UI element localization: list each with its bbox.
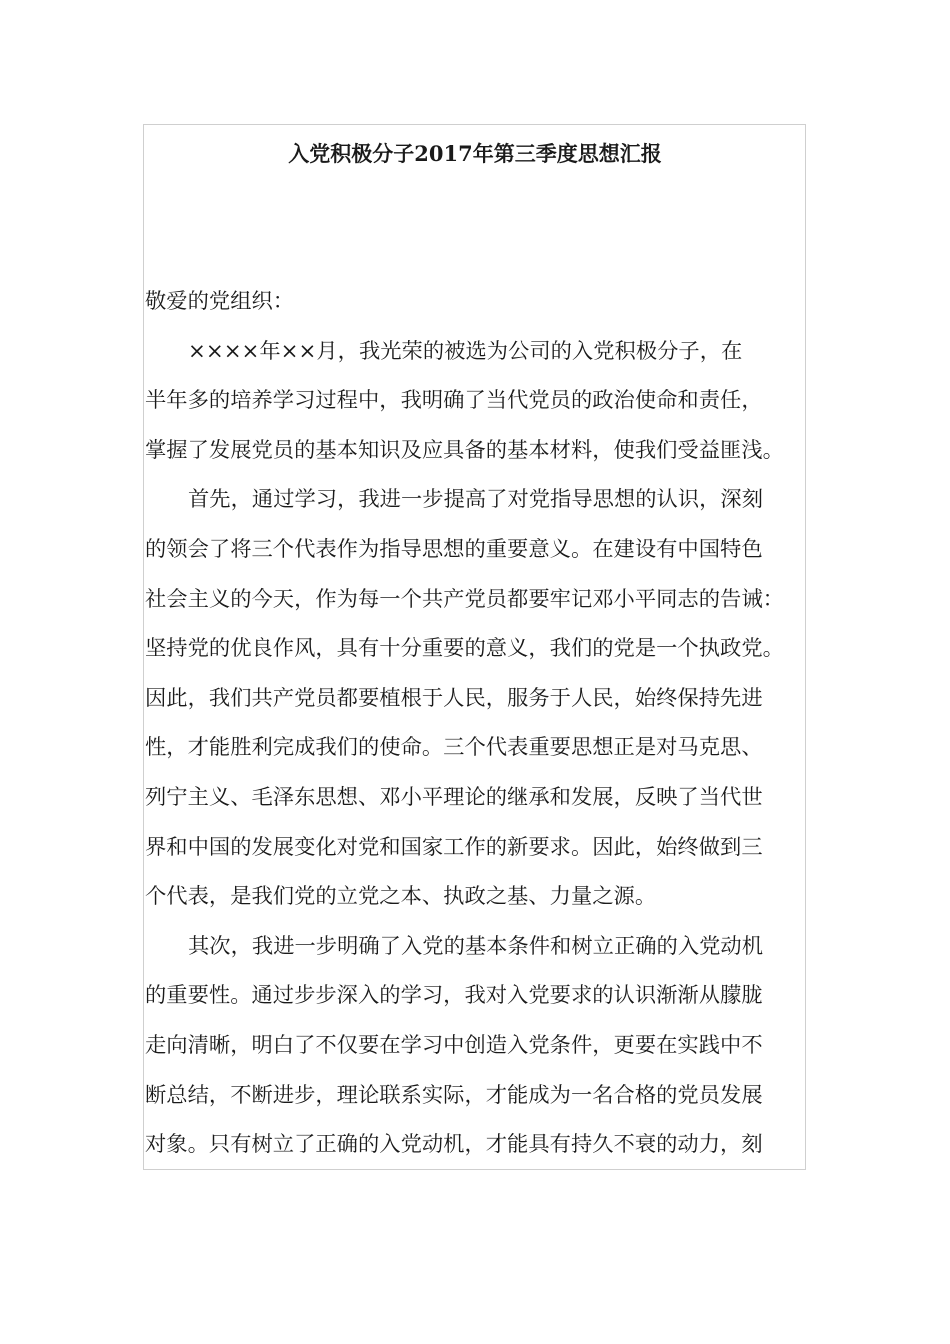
body-line: 半年多的培养学习过程中，我明确了当代党员的政治使命和责任， <box>145 388 763 414</box>
body-line: 断总结，不断进步，理论联系实际，才能成为一名合格的党员发展 <box>145 1082 763 1108</box>
body-line: 对象。只有树立了正确的入党动机，才能具有持久不衰的动力，刻 <box>145 1132 763 1158</box>
body-line: 的领会了将三个代表作为指导思想的重要意义。在建设有中国特色 <box>145 536 763 562</box>
body-line: 因此，我们共产党员都要植根于人民，服务于人民，始终保持先进 <box>145 685 763 711</box>
salutation: 敬爱的党组织： <box>145 289 295 314</box>
body-line: 个代表，是我们党的立党之本、执政之基、力量之源。 <box>145 884 657 910</box>
body-line: 列宁主义、毛泽东思想、邓小平理论的继承和发展，反映了当代世 <box>145 784 763 810</box>
body-line: 掌握了发展党员的基本知识及应具备的基本材料，使我们受益匪浅。 <box>145 437 784 463</box>
document-title: 入党积极分子2017年第三季度思想汇报 <box>288 141 662 166</box>
document-body <box>145 282 807 1175</box>
body-line: 的重要性。通过步步深入的学习，我对入党要求的认识渐渐从朦胧 <box>145 983 763 1009</box>
body-line: 其次，我进一步明确了入党的基本条件和树立正确的入党动机 <box>188 933 764 959</box>
body-line: 界和中国的发展变化对党和国家工作的新要求。因此，始终做到三 <box>145 834 763 860</box>
body-line: 社会主义的今天，作为每一个共产党员都要牢记邓小平同志的告诫： <box>145 586 784 612</box>
body-line: 首先，通过学习，我进一步提高了对党指导思想的认识，深刻 <box>188 487 764 513</box>
body-line: 走向清晰，明白了不仅要在学习中创造入党条件，更要在实践中不 <box>145 1032 763 1058</box>
body-line: 坚持党的优良作风，具有十分重要的意义，我们的党是一个执政党。 <box>145 636 784 662</box>
body-line: ××××年××月，我光荣的被选为公司的入党积极分子，在 <box>188 338 743 364</box>
body-line: 性，才能胜利完成我们的使命。三个代表重要思想正是对马克思、 <box>145 735 763 761</box>
